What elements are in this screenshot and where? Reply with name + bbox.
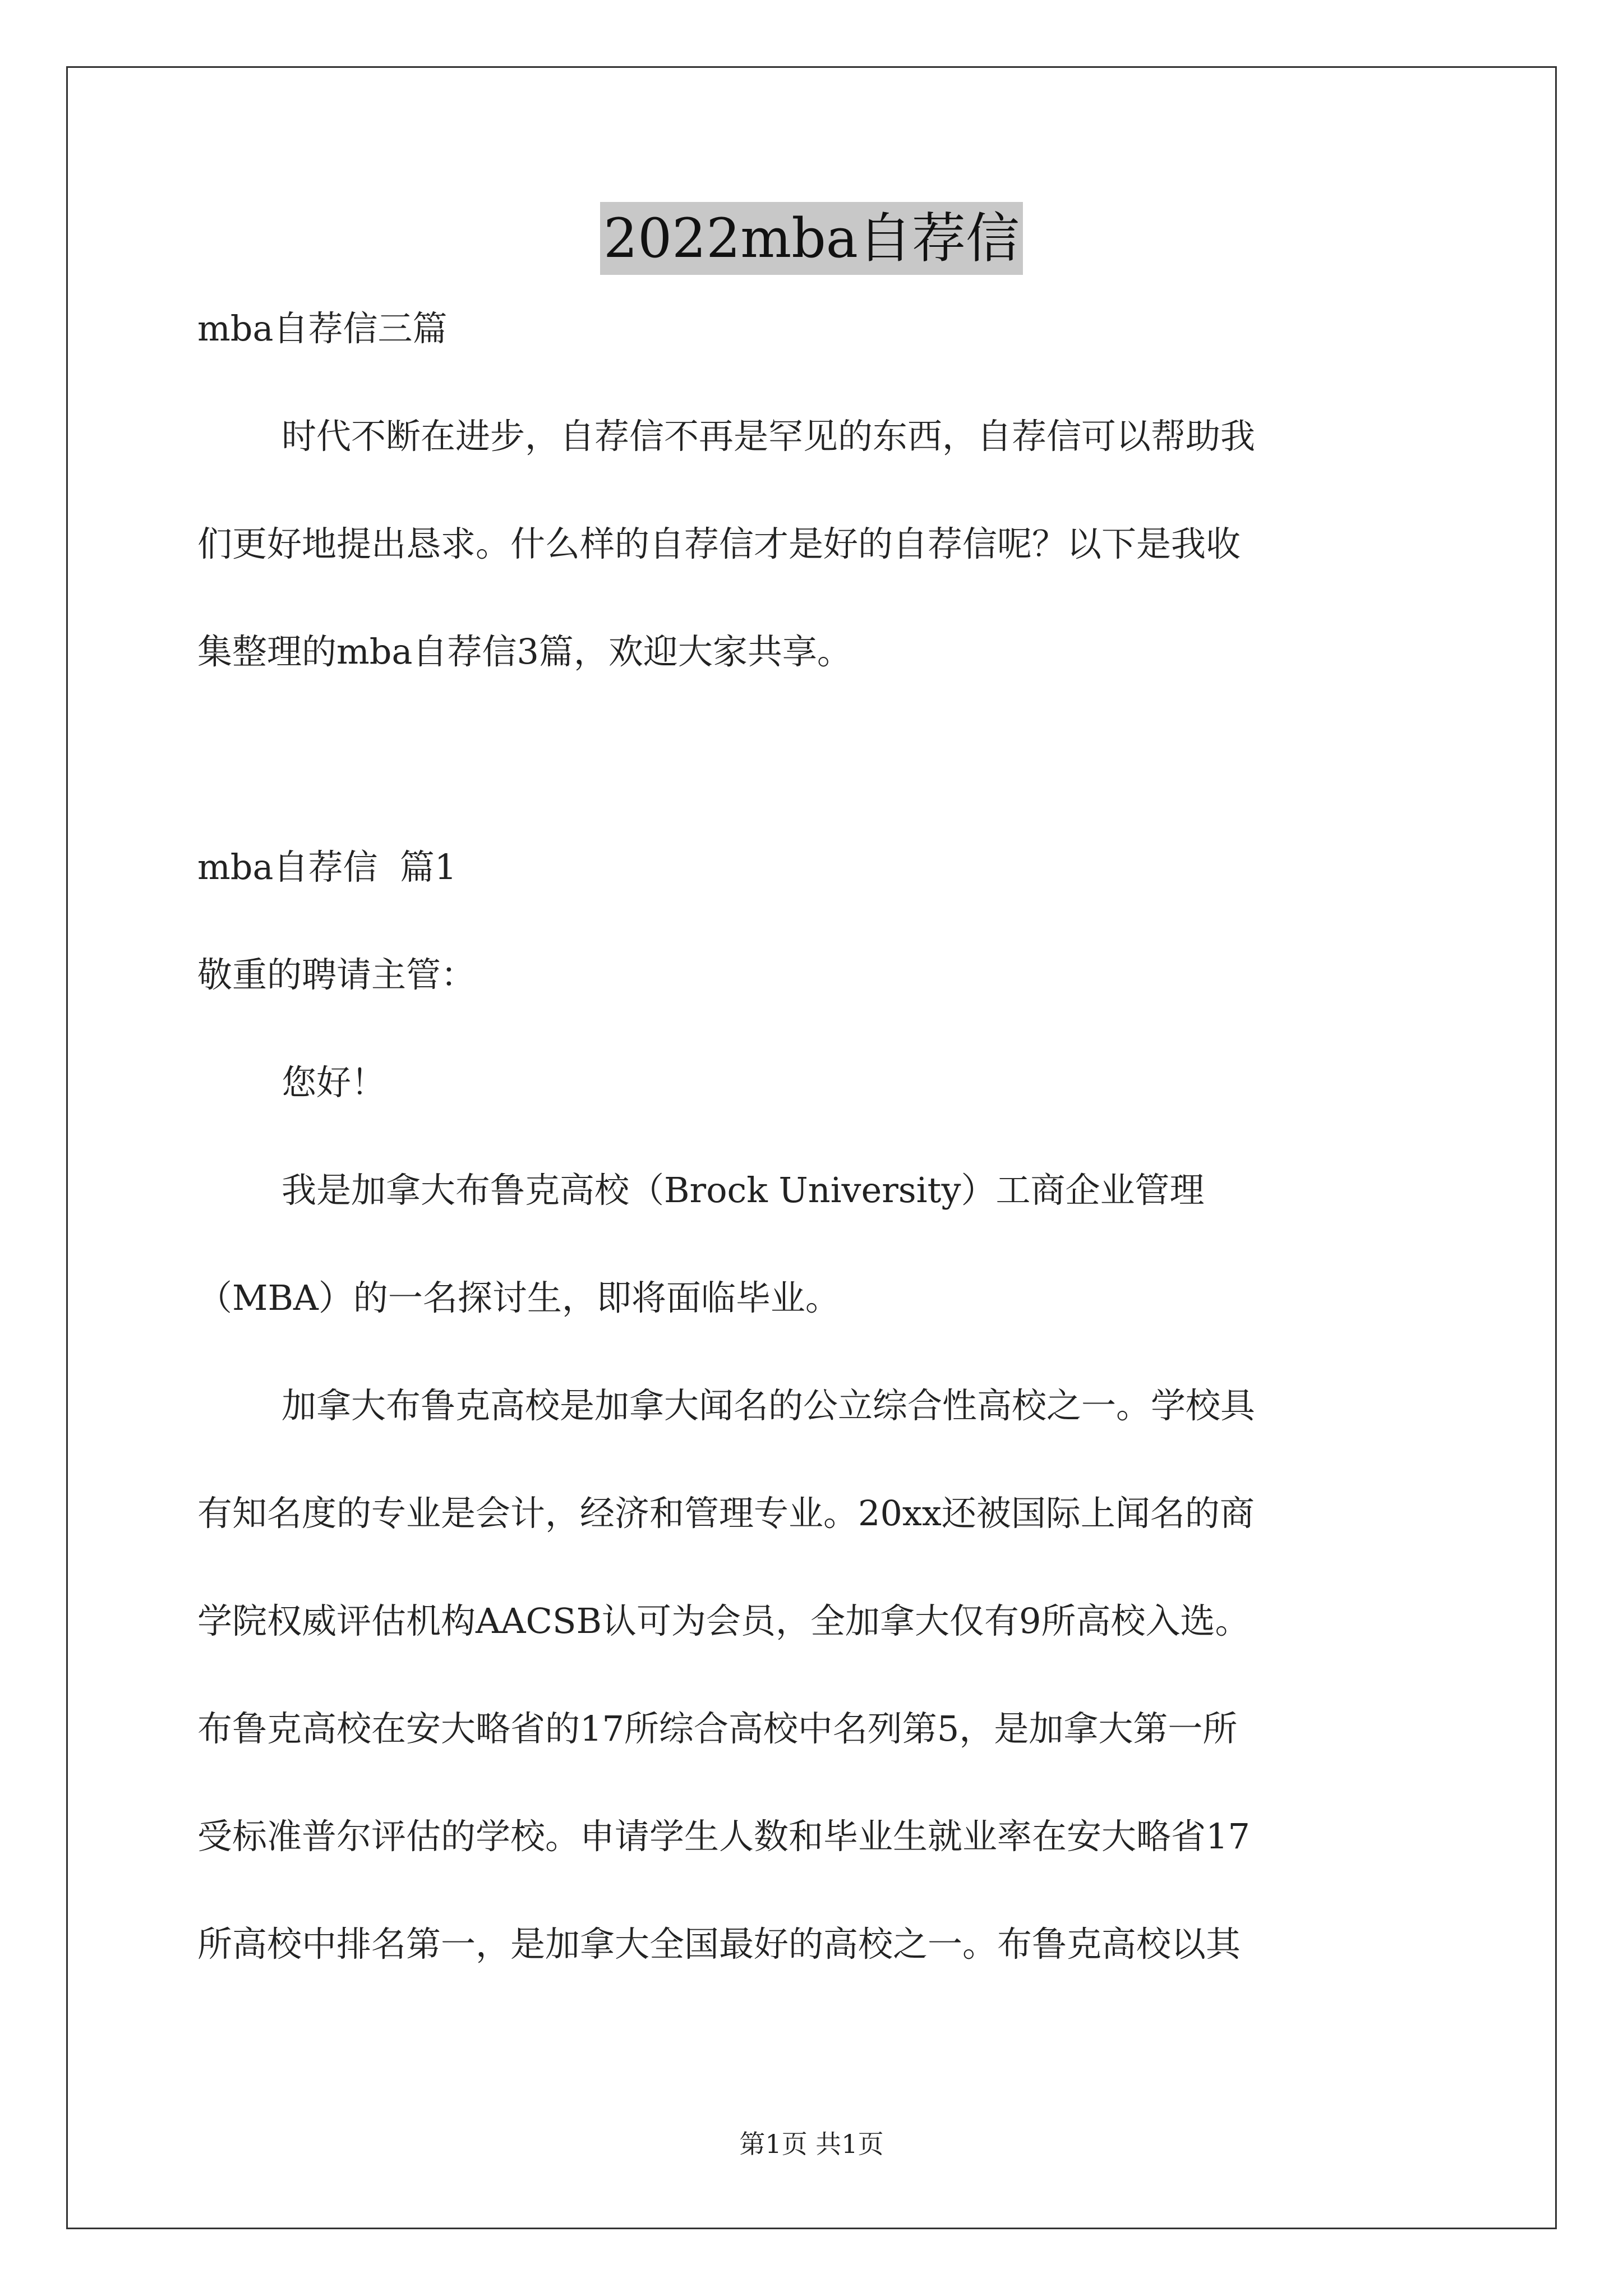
para2-text-2: 有知名度的专业是会计，经济和管理专业。20xx还被国际上闻名的商 (197, 1493, 1255, 1534)
spacer (197, 679, 1426, 733)
greeting: 您好！ (282, 1062, 386, 1103)
spacer (197, 733, 1426, 786)
para2-text-4: 布鲁克高校在安大略省的17所综合高校中名列第5，是加拿大第一所 (197, 1708, 1238, 1749)
para2-text-3: 学院权威评估机构AACSB认可为会员，全加拿大仅有9所高校入选。 (197, 1600, 1250, 1641)
greeting-line (197, 1056, 1426, 1110)
section-heading: mba自荐信 篇1 (197, 846, 457, 887)
spacer (197, 1540, 1426, 1594)
paragraph-line (197, 1594, 1426, 1648)
spacer (197, 1325, 1426, 1379)
spacer (197, 1002, 1426, 1056)
document-title: 2022mba自荐信 (600, 202, 1023, 275)
spacer (197, 894, 1426, 948)
intro-line (197, 625, 1426, 679)
para2-text-6: 所高校中排名第一，是加拿大全国最好的高校之一。布鲁克高校以其 (197, 1924, 1241, 1964)
salutation-line (197, 948, 1426, 1002)
spacer (197, 1110, 1426, 1163)
document-subtitle: mba自荐信三篇 (197, 308, 448, 349)
salutation: 敬重的聘请主管： (197, 954, 476, 995)
intro-line (197, 409, 1426, 463)
title-area (0, 202, 1623, 275)
subtitle-line (197, 302, 1426, 356)
spacer (197, 356, 1426, 409)
spacer (197, 1864, 1426, 1917)
document-body (197, 302, 1426, 1971)
para1-text-2: （MBA）的一名探讨生，即将面临毕业。 (197, 1277, 840, 1318)
paragraph-line (197, 1271, 1426, 1325)
paragraph-line (197, 1810, 1426, 1864)
paragraph-line (197, 1487, 1426, 1540)
spacer (197, 1756, 1426, 1810)
intro-line (197, 517, 1426, 571)
spacer (197, 1217, 1426, 1271)
para1-text-1: 我是加拿大布鲁克高校（Brock University）工商企业管理 (282, 1170, 1205, 1211)
para2-text-5: 受标准普尔评估的学校。申请学生人数和毕业生就业率在安大略省17 (197, 1816, 1250, 1857)
intro-text-2: 们更好地提出恳求。什么样的自荐信才是好的自荐信呢？以下是我收 (197, 523, 1241, 564)
spacer (197, 786, 1426, 840)
intro-text-1: 时代不断在进步，自荐信不再是罕见的东西，自荐信可以帮助我 (282, 416, 1256, 457)
spacer (197, 1433, 1426, 1487)
spacer (197, 463, 1426, 517)
para2-text-1: 加拿大布鲁克高校是加拿大闻名的公立综合性高校之一。学校具 (282, 1385, 1256, 1426)
intro-text-3: 集整理的mba自荐信3篇，欢迎大家共享。 (197, 631, 852, 672)
paragraph-line (197, 1163, 1426, 1217)
spacer (197, 571, 1426, 625)
paragraph-line (197, 1379, 1426, 1433)
spacer (197, 1648, 1426, 1702)
paragraph-line (197, 1702, 1426, 1756)
page-footer: 第1页 共1页 (739, 2129, 884, 2159)
paragraph-line (197, 1917, 1426, 1971)
section-heading-line (197, 840, 1426, 894)
